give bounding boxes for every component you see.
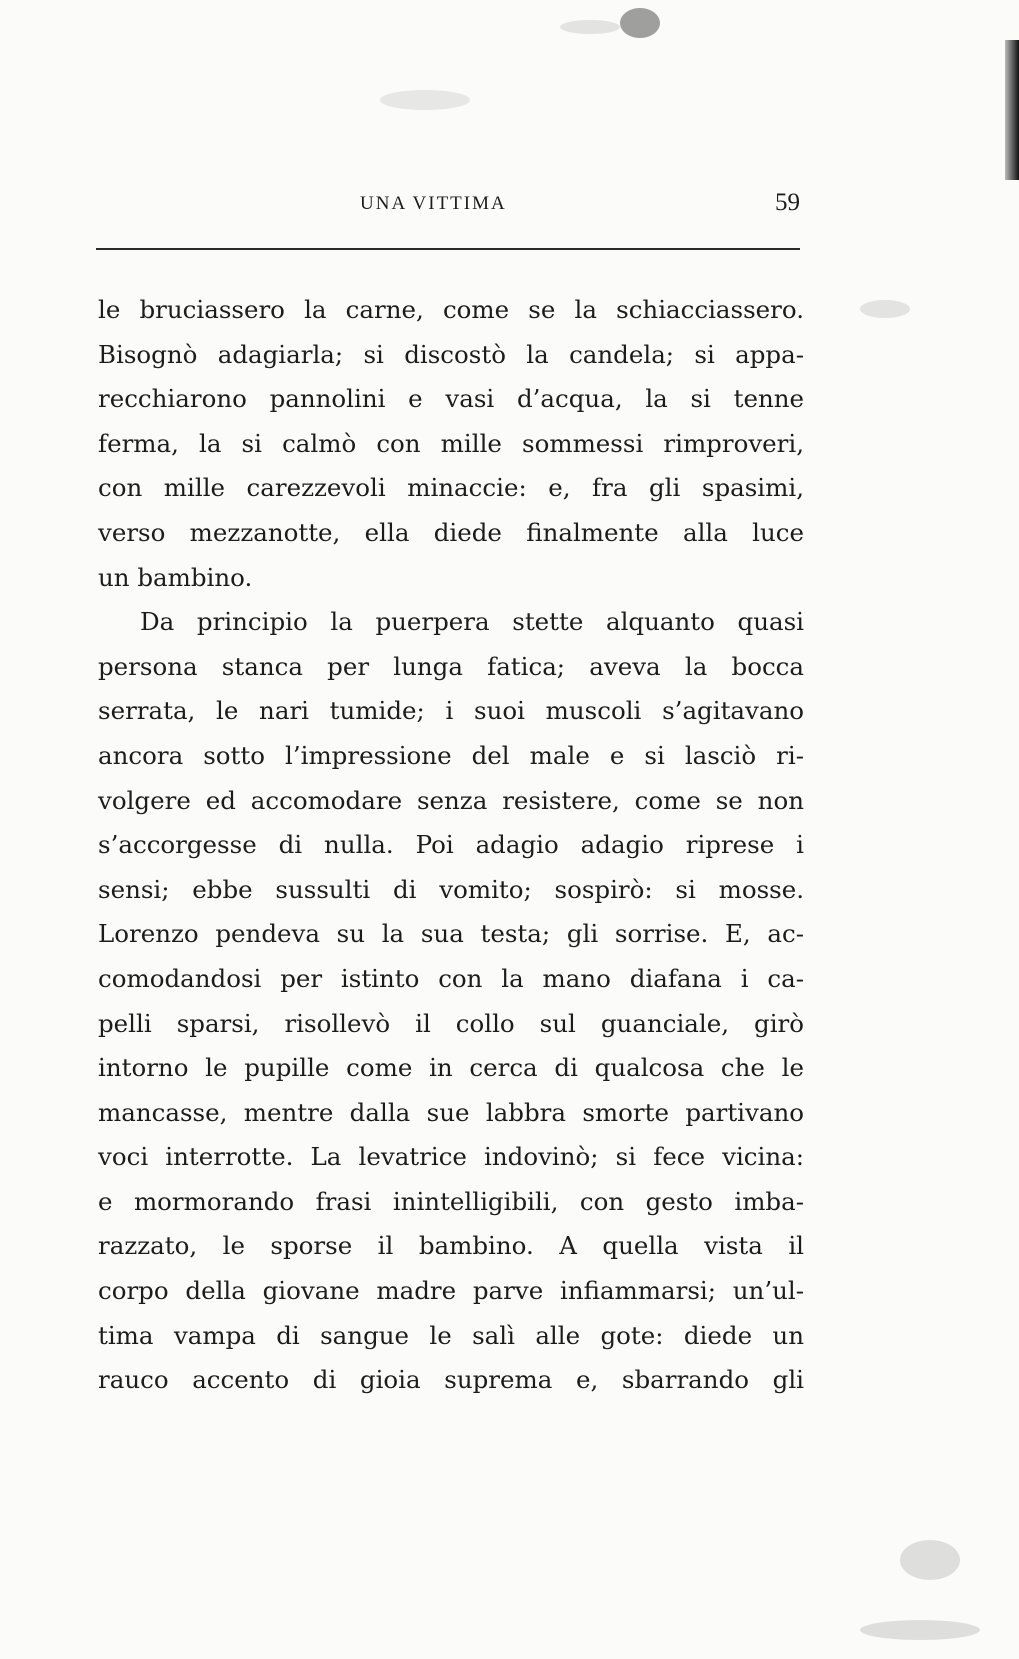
scan-speck (900, 1540, 960, 1580)
page-number: 59 (775, 189, 800, 216)
text-line: con mille carezzevoli minaccie: e, fra gli spasimi, (98, 473, 804, 503)
scan-speck (380, 90, 470, 110)
text-line: serrata, le nari tumide; i suoi muscoli s’agitavano (98, 696, 804, 726)
text-line: tima vampa di sangue le salì alle gote: diede un (98, 1320, 804, 1350)
running-title: UNA VITTIMA (360, 193, 507, 214)
text-line: s’accorgesse di nulla. Poi adagio adagio riprese i (98, 830, 804, 860)
text-line: verso mezzanotte, ella diede finalmente alla luce (98, 517, 804, 547)
text-line: mancasse, mentre dalla sue labbra smorte partivano (98, 1097, 804, 1127)
text-line: ferma, la si calmò con mille sommessi rimproveri, (98, 428, 804, 458)
text-line: Lorenzo pendeva su la sua testa; gli sorrise. E, ac- (98, 919, 804, 949)
text-line: sensi; ebbe sussulti di vomito; sospirò: si mosse. (98, 874, 804, 904)
text-line: comodandosi per istinto con la mano diafana i ca- (98, 963, 804, 993)
text-line: le bruciassero la carne, come se la schiacciassero. (98, 295, 804, 324)
scan-speck (860, 1620, 980, 1640)
running-head (98, 189, 800, 223)
text-line: e mormorando frasi inintelligibili, con gesto imba- (98, 1186, 804, 1216)
scan-speck (620, 8, 660, 38)
scan-speck (560, 20, 620, 34)
scan-edge-shadow (1005, 40, 1019, 180)
text-line: recchiarono pannolini e vasi d’acqua, la si tenne (98, 384, 804, 414)
text-line: corpo della giovane madre parve infiammarsi; un’ul- (98, 1276, 804, 1306)
text-line: voci interrotte. La levatrice indovinò; si fece vicina: (98, 1142, 804, 1172)
scan-speck (860, 300, 910, 318)
text-line: pelli sparsi, risollevò il collo sul guanciale, girò (98, 1008, 804, 1038)
text-line: un bambino. (98, 562, 253, 592)
text-line: Da principio la puerpera stette alquanto quasi (140, 607, 804, 637)
text-line: ancora sotto l’impressione del male e si lasciò ri- (98, 740, 804, 770)
body-text (98, 290, 804, 1405)
text-line: razzato, le sporse il bambino. A quella vista il (98, 1231, 804, 1261)
text-line: rauco accento di gioia suprema e, sbarrando gli (98, 1365, 804, 1395)
text-line: volgere ed accomodare senza resistere, come se non (98, 785, 804, 815)
text-line: intorno le pupille come in cerca di qualcosa che le (98, 1053, 804, 1083)
text-line: Bisognò adagiarla; si discostò la candela; si appa- (98, 339, 804, 369)
header-rule (96, 248, 800, 250)
text-line: persona stanca per lunga fatica; aveva la bocca (98, 651, 804, 681)
